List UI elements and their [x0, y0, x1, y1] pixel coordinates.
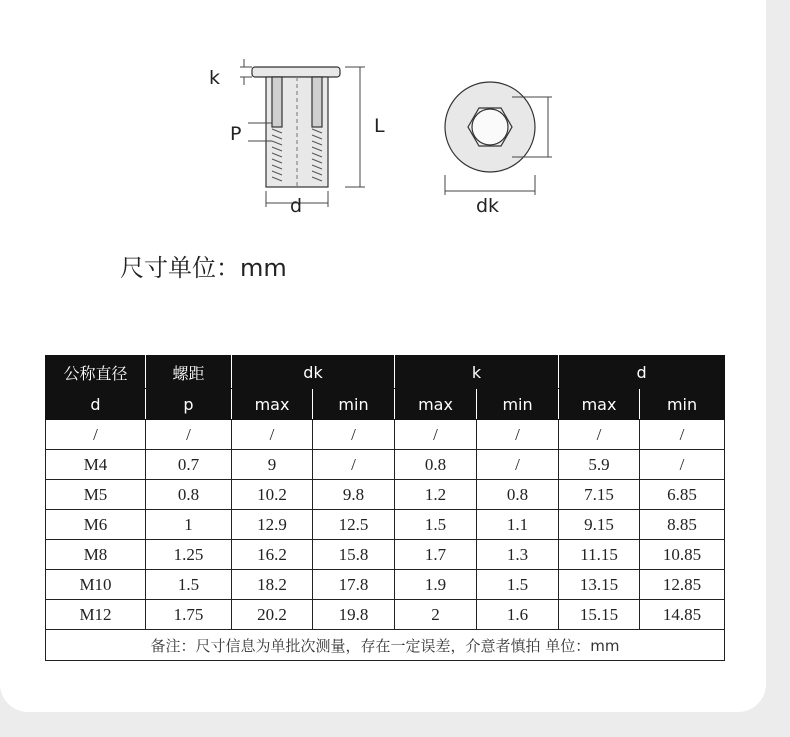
unit-caption: 尺寸单位：mm	[120, 254, 287, 282]
table-cell: 9.15	[559, 510, 640, 540]
table-cell: 1.2	[395, 480, 477, 510]
table-cell: 18.2	[232, 570, 313, 600]
table-cell: 0.7	[146, 450, 232, 480]
table-row	[46, 600, 725, 630]
table-cell: /	[477, 420, 559, 450]
table-cell: 19.8	[313, 600, 395, 630]
table-cell: M8	[46, 540, 146, 570]
header-cell: max	[395, 389, 477, 420]
header-cell: max	[559, 389, 640, 420]
table-cell: 12.85	[640, 570, 725, 600]
table-cell: 1.5	[146, 570, 232, 600]
label-d: d	[290, 195, 303, 217]
table-cell: /	[477, 450, 559, 480]
table-cell: M6	[46, 510, 146, 540]
table-cell: 1	[146, 510, 232, 540]
flange-shape	[252, 67, 340, 77]
table-cell: /	[146, 420, 232, 450]
table-cell: 6.85	[640, 480, 725, 510]
table-cell: 5.9	[559, 450, 640, 480]
header-cell: p	[146, 389, 232, 420]
table-cell: 1.6	[477, 600, 559, 630]
header-d: d	[559, 356, 725, 389]
table-cell: 1.5	[395, 510, 477, 540]
table-cell: M12	[46, 600, 146, 630]
table-row	[46, 570, 725, 600]
table-cell: M5	[46, 480, 146, 510]
table-cell: M10	[46, 570, 146, 600]
table-cell: /	[46, 420, 146, 450]
table-cell: 13.15	[559, 570, 640, 600]
table-cell: 0.8	[146, 480, 232, 510]
table-note: 备注：尺寸信息为单批次测量，存在一定误差，介意者慎拍 单位：mm	[46, 630, 725, 661]
header-nominal-diameter: 公称直径	[46, 356, 146, 389]
table-cell: 12.5	[313, 510, 395, 540]
table-cell: 15.8	[313, 540, 395, 570]
header-cell: d	[46, 389, 146, 420]
table-cell: 7.15	[559, 480, 640, 510]
table-cell: 1.7	[395, 540, 477, 570]
spec-table	[45, 355, 725, 661]
label-k: k	[209, 67, 221, 89]
table-cell: /	[395, 420, 477, 450]
table-cell: 1.5	[477, 570, 559, 600]
table-cell: /	[559, 420, 640, 450]
header-cell: min	[477, 389, 559, 420]
table-cell: /	[640, 450, 725, 480]
table-cell: M4	[46, 450, 146, 480]
header-cell: min	[640, 389, 725, 420]
table-cell: 16.2	[232, 540, 313, 570]
label-l: L	[374, 115, 385, 137]
table-cell: 1.1	[477, 510, 559, 540]
table-row	[46, 450, 725, 480]
table-cell: 14.85	[640, 600, 725, 630]
technical-drawing	[200, 45, 570, 235]
side-view	[252, 67, 340, 187]
table-cell: 9.8	[313, 480, 395, 510]
table-cell: 8.85	[640, 510, 725, 540]
header-row-primary	[46, 356, 725, 389]
table-cell: 1.25	[146, 540, 232, 570]
note-row	[46, 630, 725, 661]
table-cell: /	[313, 420, 395, 450]
table-cell: 0.8	[395, 450, 477, 480]
table-cell: 9	[232, 450, 313, 480]
header-pitch: 螺距	[146, 356, 232, 389]
table-cell: /	[313, 450, 395, 480]
table-cell: /	[640, 420, 725, 450]
rivet-nut-diagram	[200, 45, 570, 235]
header-cell: max	[232, 389, 313, 420]
table-row	[46, 420, 725, 450]
table-cell: 15.15	[559, 600, 640, 630]
table-cell: 20.2	[232, 600, 313, 630]
table-row	[46, 480, 725, 510]
label-dk: dk	[476, 195, 500, 217]
table-cell: /	[232, 420, 313, 450]
table-cell: 1.75	[146, 600, 232, 630]
table-cell: 17.8	[313, 570, 395, 600]
label-p: P	[230, 123, 242, 145]
table-row	[46, 510, 725, 540]
table-cell: 11.15	[559, 540, 640, 570]
table-cell: 2	[395, 600, 477, 630]
table-cell: 12.9	[232, 510, 313, 540]
table-cell: 10.2	[232, 480, 313, 510]
table-cell: 1.3	[477, 540, 559, 570]
header-cell: min	[313, 389, 395, 420]
table-row	[46, 540, 725, 570]
table-cell: 10.85	[640, 540, 725, 570]
header-k: k	[395, 356, 559, 389]
table-cell: 0.8	[477, 480, 559, 510]
top-view	[445, 82, 535, 172]
header-row-secondary	[46, 389, 725, 420]
table-cell: 1.9	[395, 570, 477, 600]
header-dk: dk	[232, 356, 395, 389]
